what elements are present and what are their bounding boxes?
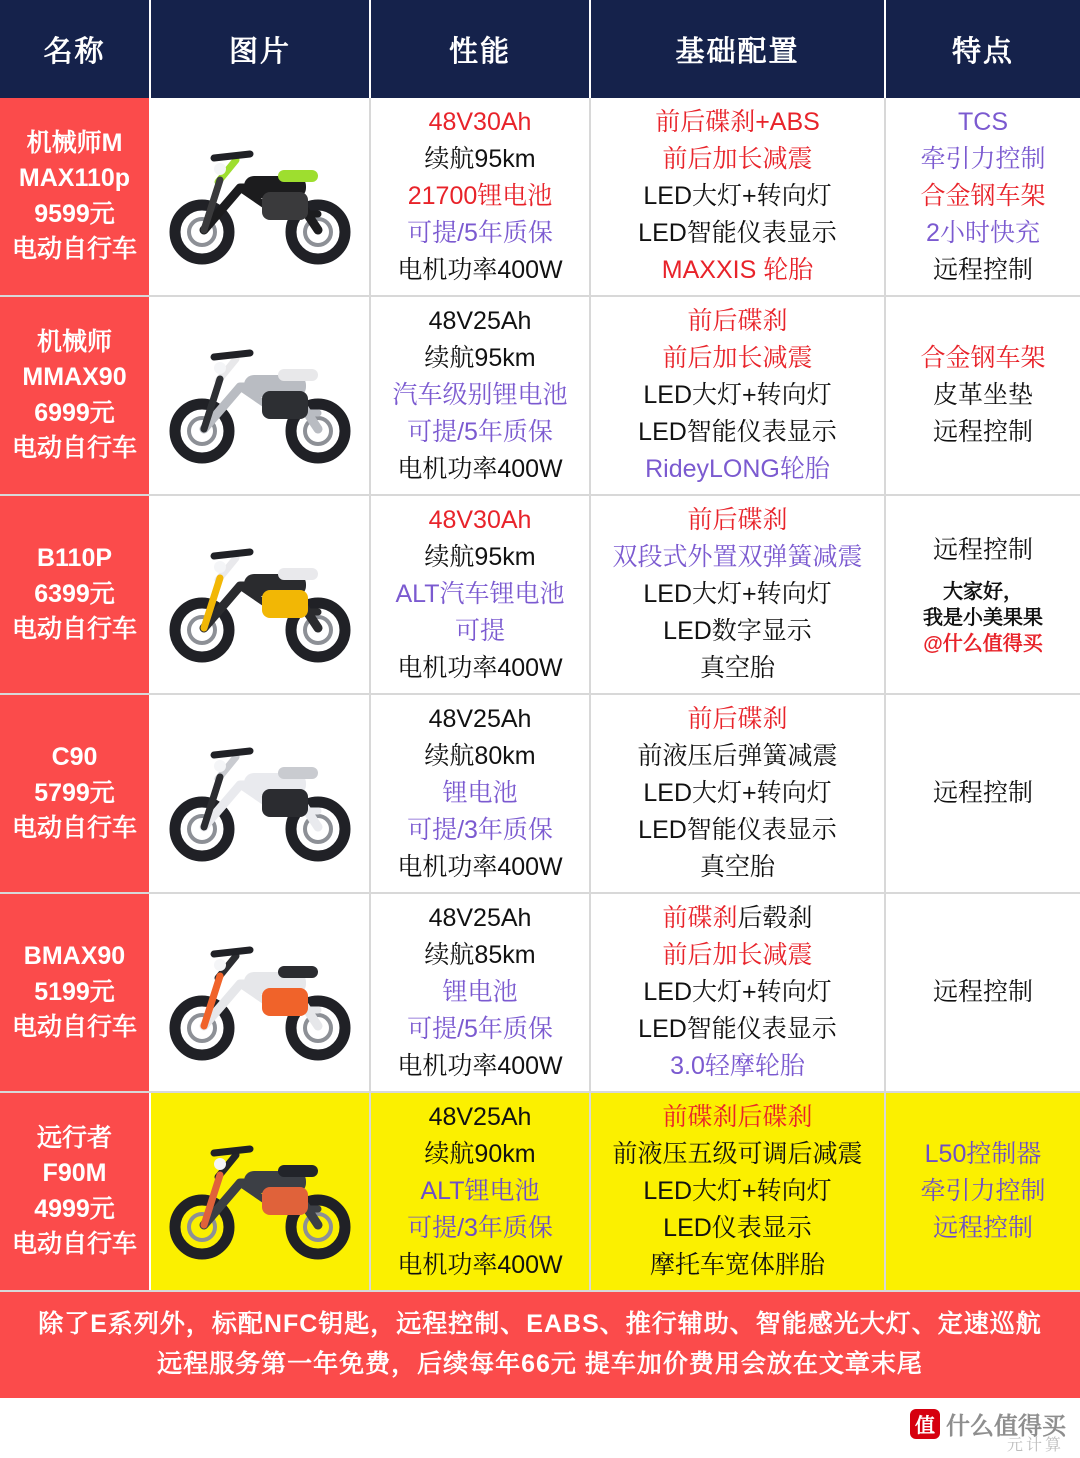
config-line: 前后碟刹 bbox=[687, 705, 788, 733]
config-cell bbox=[590, 495, 885, 694]
scooter-black-icon bbox=[151, 122, 369, 272]
feature-line: 远程控制 bbox=[932, 536, 1033, 564]
product-name-line: 机械师M bbox=[26, 128, 123, 157]
col-header-name: 名称 bbox=[0, 0, 150, 98]
config-line: 前后碟刹+ABS bbox=[655, 108, 820, 136]
product-name-cell bbox=[0, 1092, 150, 1291]
bike-yellow-icon bbox=[151, 520, 369, 670]
feature-line: TCS bbox=[958, 108, 1008, 136]
config-line: 前后碟刹 bbox=[687, 307, 788, 335]
config-line: 前液压五级可调后减震 bbox=[612, 1140, 863, 1168]
feature-line: 远程控制 bbox=[932, 418, 1033, 446]
config-line: LED智能仪表显示 bbox=[638, 418, 837, 446]
footer-line-1: 除了E系列外，标配NFC钥匙，远程控制、EABS、推行辅助、智能感光大灯、定速巡航 bbox=[38, 1310, 1042, 1338]
config-line: 前碟刹后毂刹 bbox=[662, 904, 813, 932]
config-line: LED智能仪表显示 bbox=[638, 219, 837, 247]
config-cell bbox=[590, 694, 885, 893]
watermark-line-1: 大家好， bbox=[943, 581, 1023, 603]
table-row bbox=[0, 98, 1080, 296]
performance-line: 电机功率400W bbox=[397, 1251, 563, 1279]
performance-line: 可提/5年质保 bbox=[407, 418, 553, 446]
config-cell bbox=[590, 296, 885, 495]
table-body bbox=[0, 98, 1080, 1291]
feature-line: 远程控制 bbox=[932, 779, 1033, 807]
product-name-line: 电动自行车 bbox=[11, 1230, 137, 1258]
feature-line: L50控制器 bbox=[924, 1140, 1042, 1168]
performance-line: 续航85km bbox=[424, 941, 536, 969]
config-line: 真空胎 bbox=[699, 853, 775, 881]
performance-line: 续航90km bbox=[424, 1140, 536, 1168]
config-line: 双段式外置双弹簧减震 bbox=[612, 543, 863, 571]
product-name-cell bbox=[0, 694, 150, 893]
product-name-line: 电动自行车 bbox=[11, 434, 137, 462]
performance-line: 续航95km bbox=[424, 145, 536, 173]
config-line: LED大灯+转向灯 bbox=[643, 381, 832, 409]
table-row bbox=[0, 495, 1080, 694]
product-name-line: 电动自行车 bbox=[11, 615, 137, 644]
product-image-cell bbox=[150, 1092, 370, 1291]
config-line: 前液压后弹簧减震 bbox=[637, 742, 838, 770]
product-image-cell bbox=[150, 893, 370, 1092]
bike-orange-icon bbox=[151, 918, 369, 1068]
performance-line: 可提 bbox=[454, 617, 505, 645]
performance-line: 电机功率400W bbox=[397, 853, 563, 881]
performance-line: 48V25Ah bbox=[428, 1103, 532, 1131]
feature-line: 牵引力控制 bbox=[920, 1177, 1046, 1205]
config-line: LED数字显示 bbox=[663, 617, 812, 645]
product-image-cell bbox=[150, 495, 370, 694]
config-line: 前碟刹后碟刹 bbox=[662, 1103, 813, 1131]
product-name-line: MMAX90 bbox=[22, 363, 127, 391]
col-header-image: 图片 bbox=[150, 0, 370, 98]
performance-line: 可提/5年质保 bbox=[407, 219, 553, 247]
performance-cell bbox=[370, 495, 590, 694]
feature-line: 牵引力控制 bbox=[920, 145, 1046, 173]
config-line: 真空胎 bbox=[699, 654, 775, 682]
config-line: LED大灯+转向灯 bbox=[643, 779, 832, 807]
performance-line: 48V30Ah bbox=[428, 108, 532, 136]
brand-subtext: 元计算 bbox=[1006, 1437, 1064, 1454]
performance-line: 21700锂电池 bbox=[407, 182, 553, 210]
col-header-performance: 性能 bbox=[370, 0, 590, 98]
performance-line: 续航80km bbox=[424, 742, 536, 770]
col-header-features: 特点 bbox=[885, 0, 1080, 98]
config-line: LED大灯+转向灯 bbox=[643, 978, 832, 1006]
config-line: LED大灯+转向灯 bbox=[643, 580, 832, 608]
performance-line: 可提/5年质保 bbox=[407, 1015, 553, 1043]
performance-line: 电机功率400W bbox=[397, 1052, 563, 1080]
features-cell bbox=[885, 1092, 1080, 1291]
performance-line: 48V30Ah bbox=[428, 506, 532, 534]
bike-white-icon bbox=[151, 719, 369, 869]
product-name-cell bbox=[0, 893, 150, 1092]
product-name-line: 6399元 bbox=[34, 579, 115, 608]
feature-line: 2小时快充 bbox=[926, 219, 1040, 247]
config-cell bbox=[590, 1092, 885, 1291]
config-line: 前后加长减震 bbox=[662, 344, 813, 372]
config-line: 3.0轻摩轮胎 bbox=[670, 1052, 805, 1080]
product-image-cell bbox=[150, 694, 370, 893]
brand-name: 什么值得买 bbox=[946, 1413, 1066, 1440]
config-line: LED大灯+转向灯 bbox=[643, 1177, 832, 1205]
performance-line: ALT汽车锂电池 bbox=[395, 580, 565, 608]
product-name-line: 5199元 bbox=[34, 977, 115, 1006]
product-name-line: F90M bbox=[42, 1159, 107, 1187]
feature-line: 合金钢车架 bbox=[920, 344, 1046, 372]
performance-line: 电机功率400W bbox=[397, 455, 563, 483]
performance-line: 汽车级别锂电池 bbox=[392, 381, 568, 409]
performance-line: 电机功率400W bbox=[397, 654, 563, 682]
performance-cell bbox=[370, 98, 590, 296]
config-line: LED智能仪表显示 bbox=[638, 816, 837, 844]
performance-line: 续航95km bbox=[424, 543, 536, 571]
config-line: MAXXIS 轮胎 bbox=[661, 256, 814, 284]
config-line: LED大灯+转向灯 bbox=[643, 182, 832, 210]
product-name-line: 9599元 bbox=[34, 199, 115, 228]
product-name-line: 电动自行车 bbox=[11, 235, 137, 263]
table-row bbox=[0, 296, 1080, 495]
table-row bbox=[0, 1092, 1080, 1291]
performance-line: 续航95km bbox=[424, 344, 536, 372]
brand-badge-icon: 值 bbox=[910, 1409, 940, 1439]
table-row bbox=[0, 694, 1080, 893]
config-line: RideyLONG轮胎 bbox=[645, 455, 830, 483]
scooter-darkgray-icon bbox=[151, 1117, 369, 1267]
features-cell bbox=[885, 495, 1080, 694]
performance-line: 可提/3年质保 bbox=[407, 816, 553, 844]
product-name-cell bbox=[0, 296, 150, 495]
product-name-line: 远行者 bbox=[36, 1123, 112, 1152]
performance-line: 48V25Ah bbox=[428, 307, 532, 335]
features-cell bbox=[885, 98, 1080, 296]
feature-line: 远程控制 bbox=[932, 1214, 1033, 1242]
performance-cell bbox=[370, 694, 590, 893]
performance-cell bbox=[370, 296, 590, 495]
table-header-row bbox=[0, 0, 1080, 98]
watermark-line-2: 我是小美果果 bbox=[923, 607, 1043, 629]
performance-line: 锂电池 bbox=[442, 779, 518, 807]
performance-line: 48V25Ah bbox=[428, 705, 532, 733]
performance-line: ALT锂电池 bbox=[420, 1177, 540, 1205]
table-header bbox=[0, 0, 1080, 98]
feature-line: 合金钢车架 bbox=[920, 182, 1046, 210]
config-line: LED智能仪表显示 bbox=[638, 1015, 837, 1043]
performance-line: 锂电池 bbox=[442, 978, 518, 1006]
table-row bbox=[0, 893, 1080, 1092]
footer-line-2: 远程服务第一年免费，后续每年66元 提车加价费用会放在文章末尾 bbox=[157, 1350, 923, 1378]
feature-line: 远程控制 bbox=[932, 978, 1033, 1006]
product-name-line: 电动自行车 bbox=[11, 1013, 137, 1042]
col-header-config: 基础配置 bbox=[590, 0, 885, 98]
product-name-line: 4999元 bbox=[34, 1194, 115, 1223]
feature-line: 远程控制 bbox=[932, 256, 1033, 284]
features-cell bbox=[885, 893, 1080, 1092]
product-name-line: 5799元 bbox=[34, 778, 115, 807]
features-cell bbox=[885, 296, 1080, 495]
config-cell bbox=[590, 893, 885, 1092]
product-name-cell bbox=[0, 495, 150, 694]
config-line: 摩托车宽体胖胎 bbox=[649, 1251, 825, 1279]
brand-bar bbox=[0, 1398, 1080, 1458]
watermark-handle: @什么值得买 bbox=[923, 633, 1043, 655]
config-cell bbox=[590, 98, 885, 296]
author-watermark bbox=[890, 579, 1076, 657]
performance-cell bbox=[370, 1092, 590, 1291]
product-name-line: MAX110p bbox=[18, 164, 131, 192]
features-cell bbox=[885, 694, 1080, 893]
product-name-line: C90 bbox=[51, 743, 98, 772]
product-name-line: 机械师 bbox=[36, 327, 112, 356]
config-line: 前后加长减震 bbox=[662, 941, 813, 969]
feature-line: 皮革坐垫 bbox=[932, 381, 1033, 409]
product-image-cell bbox=[150, 296, 370, 495]
config-line: 前后碟刹 bbox=[687, 506, 788, 534]
product-name-cell bbox=[0, 98, 150, 296]
performance-line: 可提/3年质保 bbox=[407, 1214, 553, 1242]
product-image-cell bbox=[150, 98, 370, 296]
performance-line: 48V25Ah bbox=[428, 904, 532, 932]
product-name-line: BMAX90 bbox=[23, 942, 126, 971]
config-line: 前后加长减震 bbox=[662, 145, 813, 173]
product-name-line: B110P bbox=[36, 544, 113, 573]
performance-line: 电机功率400W bbox=[397, 256, 563, 284]
performance-cell bbox=[370, 893, 590, 1092]
product-name-line: 电动自行车 bbox=[11, 814, 137, 843]
product-name-line: 6999元 bbox=[34, 398, 115, 427]
config-line: LED仪表显示 bbox=[663, 1214, 812, 1242]
footer-note bbox=[0, 1292, 1080, 1398]
scooter-silver-icon bbox=[151, 321, 369, 471]
